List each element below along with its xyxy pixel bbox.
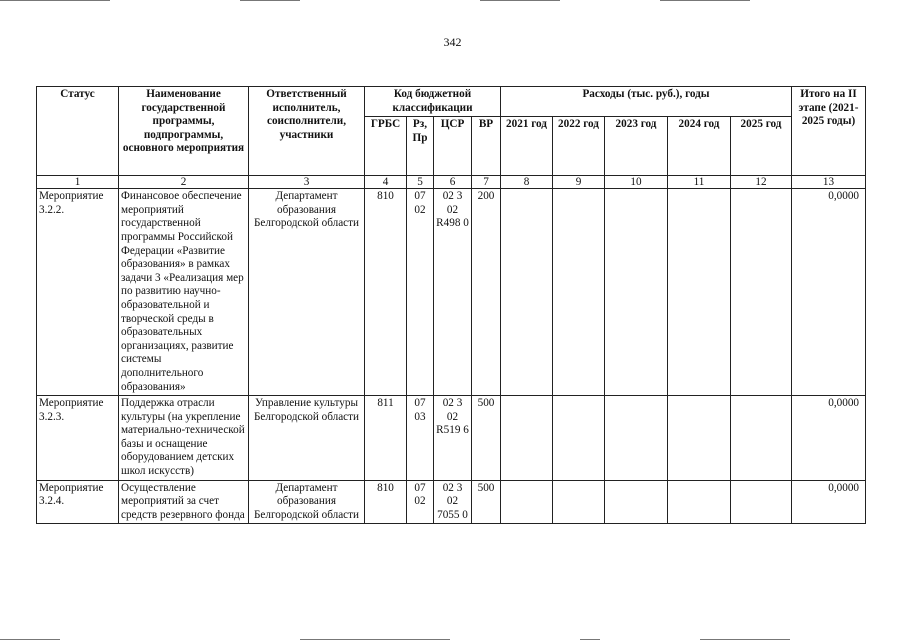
row-rz-pr: 07 02 bbox=[407, 480, 434, 524]
top-edge-line bbox=[480, 0, 560, 1]
row-2024 bbox=[668, 396, 731, 481]
row-executor: Департамент образования Белгородской области bbox=[249, 480, 365, 524]
row-2021 bbox=[501, 480, 553, 524]
row-vr: 500 bbox=[472, 480, 501, 524]
budget-table bbox=[36, 86, 866, 524]
header-status: Статус bbox=[37, 87, 119, 176]
header-expenses: Расходы (тыс. руб.), годы bbox=[501, 87, 792, 117]
row-vr: 500 bbox=[472, 396, 501, 481]
column-number: 4 bbox=[365, 176, 407, 189]
row-name: Финансовое обеспечение мероприятий государственной программы Российской Федерации «Развитие образования» в рамках задачи 3 «Реализация мер по развитию научно-образовательной и творческой среды в образовательных организациях, развитие системы дополнительного образования» bbox=[119, 189, 249, 396]
top-edge-line bbox=[660, 0, 750, 1]
row-2023 bbox=[605, 189, 668, 396]
column-number: 12 bbox=[731, 176, 792, 189]
row-grbs: 811 bbox=[365, 396, 407, 481]
row-status: Мероприятие 3.2.3. bbox=[37, 396, 119, 481]
row-2021 bbox=[501, 396, 553, 481]
header-2023: 2023 год bbox=[605, 117, 668, 176]
row-2025 bbox=[731, 189, 792, 396]
table-row bbox=[37, 396, 866, 481]
row-status: Мероприятие 3.2.4. bbox=[37, 480, 119, 524]
row-2025 bbox=[731, 480, 792, 524]
row-2023 bbox=[605, 480, 668, 524]
header-budget-code: Код бюджетной классификации bbox=[365, 87, 501, 117]
row-executor: Управление культуры Белгородской области bbox=[249, 396, 365, 481]
row-2022 bbox=[553, 480, 605, 524]
row-total: 0,0000 bbox=[792, 396, 866, 481]
row-2022 bbox=[553, 189, 605, 396]
row-2022 bbox=[553, 396, 605, 481]
column-number: 13 bbox=[792, 176, 866, 189]
row-rz-pr: 07 02 bbox=[407, 189, 434, 396]
header-grbs: ГРБС bbox=[365, 117, 407, 176]
row-grbs: 810 bbox=[365, 189, 407, 396]
header-2022: 2022 год bbox=[553, 117, 605, 176]
column-number: 2 bbox=[119, 176, 249, 189]
row-rz-pr: 07 03 bbox=[407, 396, 434, 481]
row-csr: 02 3 02 7055 0 bbox=[434, 480, 472, 524]
header-csr: ЦСР bbox=[434, 117, 472, 176]
column-number-row bbox=[37, 176, 866, 189]
row-2024 bbox=[668, 189, 731, 396]
row-vr: 200 bbox=[472, 189, 501, 396]
header-total: Итого на II этапе (2021-2025 годы) bbox=[792, 87, 866, 176]
row-2025 bbox=[731, 396, 792, 481]
table-row bbox=[37, 189, 866, 396]
row-2023 bbox=[605, 396, 668, 481]
top-edge-line bbox=[0, 0, 110, 1]
header-2021: 2021 год bbox=[501, 117, 553, 176]
column-number: 3 bbox=[249, 176, 365, 189]
row-status: Мероприятие 3.2.2. bbox=[37, 189, 119, 396]
row-csr: 02 3 02 R498 0 bbox=[434, 189, 472, 396]
row-2021 bbox=[501, 189, 553, 396]
column-number: 6 bbox=[434, 176, 472, 189]
row-name: Осуществление мероприятий за счет средств резервного фонда bbox=[119, 480, 249, 524]
column-number: 7 bbox=[472, 176, 501, 189]
column-number: 8 bbox=[501, 176, 553, 189]
header-2025: 2025 год bbox=[731, 117, 792, 176]
column-number: 1 bbox=[37, 176, 119, 189]
row-grbs: 810 bbox=[365, 480, 407, 524]
row-name: Поддержка отрасли культуры (на укрепление материально-технической базы и оснащение оборудованием детских школ искусств) bbox=[119, 396, 249, 481]
header-2024: 2024 год bbox=[668, 117, 731, 176]
header-executor: Ответственный исполнитель, соисполнители, участники bbox=[249, 87, 365, 176]
row-csr: 02 3 02 R519 6 bbox=[434, 396, 472, 481]
column-number: 10 bbox=[605, 176, 668, 189]
header-vr: ВР bbox=[472, 117, 501, 176]
header-row-top bbox=[37, 87, 866, 117]
page-number: 342 bbox=[443, 35, 462, 49]
column-number: 5 bbox=[407, 176, 434, 189]
header-name: Наименование государственной программы, подпрограммы, основного мероприятия bbox=[119, 87, 249, 176]
header-rz-pr: Рз, Пр bbox=[407, 117, 434, 176]
column-number: 9 bbox=[553, 176, 605, 189]
top-edge-line bbox=[240, 0, 300, 1]
row-2024 bbox=[668, 480, 731, 524]
table-row bbox=[37, 480, 866, 524]
column-number: 11 bbox=[668, 176, 731, 189]
row-total: 0,0000 bbox=[792, 480, 866, 524]
row-total: 0,0000 bbox=[792, 189, 866, 396]
row-executor: Департамент образования Белгородской области bbox=[249, 189, 365, 396]
